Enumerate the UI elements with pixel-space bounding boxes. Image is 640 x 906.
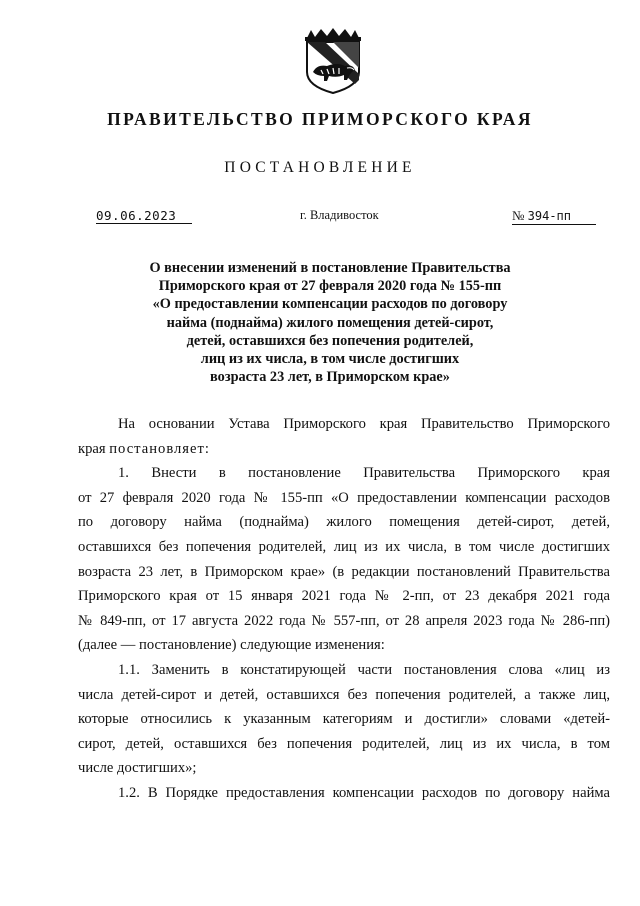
decree-verb: постановляет:	[109, 440, 210, 457]
document-title	[120, 259, 540, 386]
document-type: ПОСТАНОВЛЕНИЕ	[224, 159, 416, 176]
coat-of-arms-icon	[297, 28, 369, 94]
body-line: 1. Внести в постановление Правительства Приморского края	[118, 465, 610, 482]
body-line: числе достигших»;	[78, 760, 197, 777]
body-line: сирот, детей, оставшихся без попечения родителей, лиц из их числа, в том	[78, 735, 610, 752]
body-line: которые относились к указанным категориям и достигли» словами «детей-	[78, 711, 610, 728]
title-line: детей, оставшихся без попечения родителей,	[186, 332, 474, 349]
number-value: 394-пп	[527, 209, 572, 223]
title-line: найма (поднайма) жилого помещения детей-сирот,	[166, 314, 494, 331]
body-line: оставшихся без попечения родителей, лиц из их числа, в том числе достигших	[78, 538, 610, 555]
title-line: Приморского края от 27 февраля 2020 года № 155-пп	[158, 278, 502, 295]
body-line: числа детей-сирот и детей, оставшихся без попечения родителей, а также лиц,	[78, 686, 610, 703]
body-line: 1.1. Заменить в констатирующей части постановления слова «лиц из	[118, 661, 610, 678]
body-line: по договору найма (поднайма) жилого помещения детей-сирот, детей,	[78, 514, 610, 531]
body-line: от 27 февраля 2020 года № 155-пп «О предоставлении компенсации расходов	[78, 489, 610, 506]
document-body	[78, 412, 610, 806]
title-line: лиц из их числа, в том числе достигших	[200, 351, 460, 368]
title-line: возраста 23 лет, в Приморском крае»	[210, 369, 450, 386]
body-text: края	[78, 440, 106, 457]
body-line	[78, 437, 610, 462]
title-line: «О предоставлении компенсации расходов по договору	[152, 296, 508, 313]
body-line: (далее — постановление) следующие изменения:	[78, 637, 385, 654]
document-date: 09.06.2023	[96, 208, 192, 224]
government-name: ПРАВИТЕЛЬСТВО ПРИМОРСКОГО КРАЯ	[107, 109, 533, 129]
body-line: № 849-пп, от 17 августа 2022 года № 557-пп, от 28 апреля 2023 года № 286-пп)	[78, 612, 610, 629]
document-number	[512, 208, 596, 225]
body-line: возраста 23 лет, в Приморском крае» (в редакции постановлений Правительства	[78, 563, 610, 580]
body-line: Приморского края от 15 января 2021 года № 2-пп, от 23 декабря 2021 года	[78, 588, 610, 605]
number-sign: №	[512, 208, 525, 223]
document-city: г. Владивосток	[300, 208, 379, 222]
body-line: 1.2. В Порядке предоставления компенсации расходов по договору найма	[118, 784, 610, 801]
title-line: О внесении изменений в постановление Правительства	[149, 260, 511, 276]
body-line: На основании Устава Приморского края Правительство Приморского	[118, 416, 610, 432]
